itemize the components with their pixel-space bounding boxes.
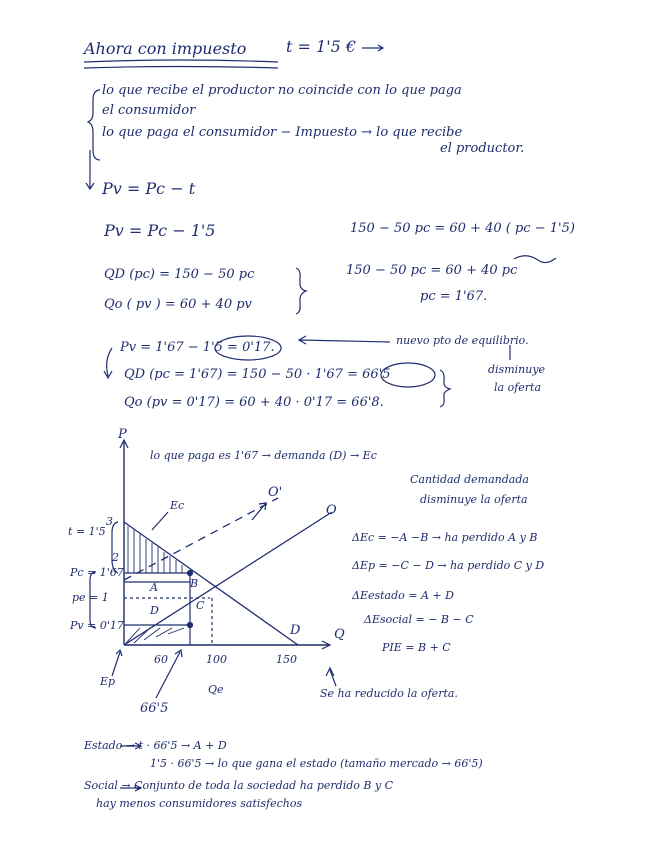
graph-axis-q: Q [334, 627, 345, 642]
curve-arrow-icon [104, 348, 112, 378]
down-arrow-icon [86, 150, 94, 189]
area-a: A [150, 581, 158, 594]
graph-t-label: t = 1'5 [68, 525, 106, 538]
x-qe-label: Qe [208, 683, 224, 696]
graph-label-o: O [326, 503, 337, 518]
arrow-icon [362, 45, 383, 51]
x-q-tax-label: 66'5 [140, 701, 169, 716]
title-underline [84, 60, 278, 62]
intro-line-3b: el productor. [440, 141, 525, 156]
x-tick-150: 150 [276, 653, 297, 666]
ec-pointer [152, 512, 168, 530]
graph-label-o-prime: O' [268, 485, 283, 500]
note-cantidad-2: disminuye la oferta [420, 493, 528, 506]
intro-line-2: el consumidor [102, 103, 196, 118]
area-b: B [190, 577, 199, 590]
title-underline-2 [84, 67, 278, 69]
y-tick-pc: Pc = 1'67 [70, 566, 124, 579]
bottom-estado-1: Estado → t · 66'5 → A + D [84, 739, 227, 752]
area-c: C [196, 599, 205, 612]
system-brace [296, 268, 306, 314]
supply-note-2: la oferta [494, 381, 542, 394]
bottom-social-1: Social → Conjunto de toda la sociedad ha perdido B y C [84, 779, 394, 792]
graph-label-ep: Ep [100, 675, 116, 688]
left-arrow-icon [299, 336, 390, 344]
note-pie: PIE = B + C [382, 641, 451, 654]
graph-caption: lo que paga es 1'67 → demanda (D) → Ec [150, 449, 377, 462]
note-delta-estado: ΔEestado = A + D [352, 589, 454, 602]
intro-line-1: lo que recibe el productor no coincide con lo que paga [102, 83, 462, 98]
y-tick-pe: pe = 1 [72, 591, 109, 604]
reduced-arrow-icon [326, 668, 336, 686]
new-equilibrium-note: nuevo pto de equilibrio. [396, 334, 529, 347]
x-tick-60: 60 [154, 653, 168, 666]
bottom-estado-2: 1'5 · 66'5 → lo que gana el estado (tamaño mercado → 66'5) [150, 757, 483, 770]
formula-qo-calc: Qo (pv = 0'17) = 60 + 40 · 0'17 = 66'8. [124, 395, 384, 410]
graph-label-d: D [290, 623, 301, 638]
formula-qd: QD (pc) = 150 − 50 pc [104, 267, 255, 282]
formula-eq1: 150 − 50 pc = 60 + 40 ( pc − 1'5) [350, 221, 575, 236]
formula-pc-result: pc = 1'67. [420, 289, 488, 304]
x-tick-100: 100 [206, 653, 227, 666]
ec-hatching [128, 526, 182, 573]
graph-label-ec: Ec [170, 499, 185, 512]
qty-brace [440, 370, 450, 407]
area-d: D [150, 604, 159, 617]
intro-brace [88, 90, 100, 160]
note-delta-ec: ΔEc = −A −B → ha perdido A y B [352, 531, 538, 544]
y-tick-3: 3 [106, 515, 113, 528]
formula-pv-calc: Pv = 1'67 − 1'5 = 0'17. [120, 340, 275, 355]
o-prime-arrow-icon [252, 503, 266, 520]
formula-qd-calc: QD (pc = 1'67) = 150 − 50 · 1'67 = 66'5 [124, 367, 391, 382]
supply-note-1: disminuye [488, 363, 546, 376]
formula-pv-tax: Pv = Pc − 1'5 [104, 221, 216, 240]
point-pv [188, 623, 193, 628]
ep-arrow-icon [112, 650, 122, 676]
formula-pv-general: Pv = Pc − t [102, 179, 196, 198]
note-delta-ep: ΔEp = −C − D → ha perdido C y D [352, 559, 545, 572]
ep-hatching [126, 628, 184, 643]
note-cantidad-1: Cantidad demandada [410, 473, 529, 486]
intro-line-3: lo que paga el consumidor − Impuesto → lo que recibe [102, 125, 463, 140]
bottom-social-2: hay menos consumidores satisfechos [96, 797, 303, 810]
reduced-note: Se ha reducido la oferta. [320, 687, 458, 700]
point-pc [188, 571, 193, 576]
graph-axis-p: P [118, 427, 127, 442]
note-delta-social: ΔEsocial = − B − C [364, 613, 474, 626]
y-tick-pv: Pv = 0'17 [70, 619, 124, 632]
wave-arrow [514, 256, 556, 263]
formula-eq2: 150 − 50 pc = 60 + 40 pc [346, 263, 518, 278]
y-tick-2: 2 [112, 551, 119, 564]
formula-qo: Qo ( pv ) = 60 + 40 pv [104, 297, 252, 312]
page-title: Ahora con impuesto [84, 39, 247, 58]
tax-value: t = 1'5 € [286, 37, 357, 56]
